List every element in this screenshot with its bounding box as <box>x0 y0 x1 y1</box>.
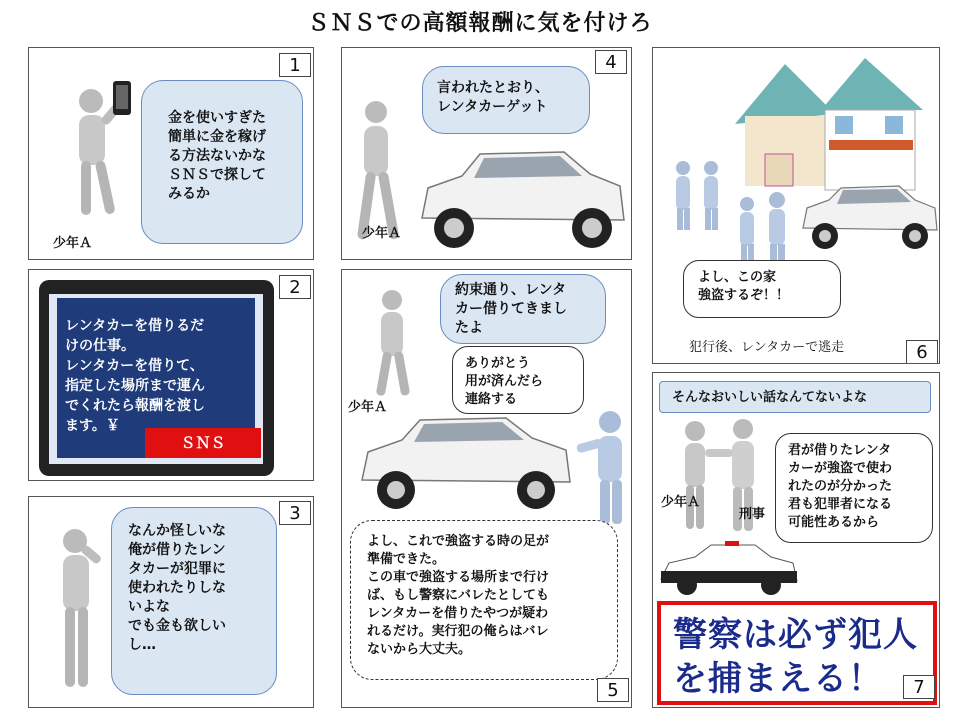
panel-number: 2 <box>279 275 311 299</box>
client-figure <box>580 408 632 528</box>
panel-3 <box>28 496 314 708</box>
boy-figure <box>360 288 420 398</box>
panel-number: 6 <box>906 340 938 364</box>
panel-number: 5 <box>597 678 629 702</box>
speech-bubble: よし、この家 強盗するぞ！！ <box>683 260 841 318</box>
warning-text: 警察は必ず犯人 を捕まえる！ <box>673 615 918 699</box>
panel-5 <box>341 269 632 708</box>
header-bubble: そんなおいしい話なんてないよな <box>659 381 931 413</box>
panel-7 <box>652 372 940 708</box>
boy-label: 少年Ａ <box>362 226 402 241</box>
speech-bubble: 言われたとおり、 レンタカーゲット <box>422 66 590 134</box>
panel-6 <box>652 47 940 364</box>
panel-2 <box>28 269 314 481</box>
getaway-car <box>799 184 939 254</box>
rental-car <box>356 414 578 519</box>
speech-bubble: 金を使いすぎた 簡単に金を稼げ る方法ないかな ＳＮＳで探して みるか <box>141 80 303 244</box>
panel-caption: 犯行後、レンタカーで逃走 <box>689 340 845 355</box>
boy-label: 少年Ａ <box>661 495 701 510</box>
client-speech-bubble: ありがとう 用が済んだら 連絡する <box>452 346 584 414</box>
panel-number: 4 <box>595 50 627 74</box>
speech-bubble: なんか怪しいな 俺が借りたレン タカーが犯罪に 使われたりしな いよな でも金も欲しい し… <box>111 507 277 695</box>
panel-number: 3 <box>279 501 311 525</box>
panel-number: 7 <box>903 675 935 699</box>
police-car <box>659 541 799 601</box>
thought-bubble: よし、これで強盗する時の足が 準備できた。 この車で強盗する場所まで行け ば、もし警察にバレたとしても レンタカーを借りたやつが疑わ れるだけ。実行犯の俺らはバレ ないから大丈夫。 <box>350 520 618 680</box>
detective-label: 刑事 <box>739 507 766 522</box>
boy-speech-bubble: 約束通り、レンタ カー借りてきまし たよ <box>440 274 606 344</box>
detective-speech-bubble: 君が借りたレンタ カーが強盗で使わ れたのが分かった 君も犯罪者になる 可能性あるから <box>775 433 933 543</box>
robbers-group <box>663 160 803 270</box>
rental-car <box>414 148 628 258</box>
sns-post-text: レンタカーを借りるだ けの仕事。 レンタカーを借りて、 指定した場所まで運ん でくれたら報酬を渡し ます。￥ <box>57 298 255 458</box>
boy-label: 少年Ａ <box>53 236 93 251</box>
panel-1 <box>28 47 314 260</box>
panel-number: 1 <box>279 53 311 77</box>
panel-4 <box>341 47 632 260</box>
warning-box <box>657 601 937 705</box>
sns-badge: ＳＮＳ <box>145 428 261 458</box>
page-title: ＳＮＳでの高額報酬に気を付けろ <box>307 11 653 36</box>
boy-label: 少年Ａ <box>348 400 388 415</box>
